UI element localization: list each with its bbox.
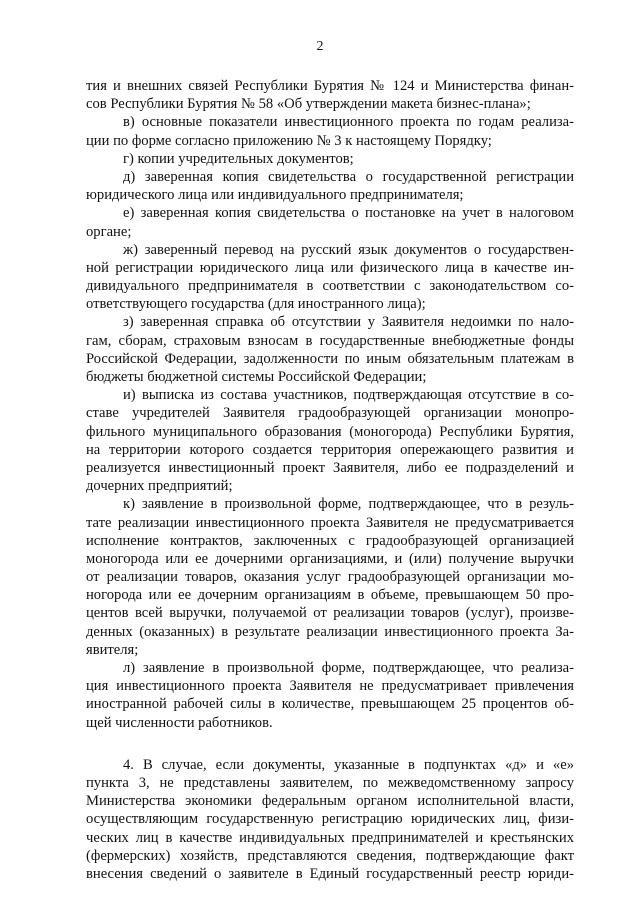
paragraph-gap <box>86 732 574 756</box>
text-line: центов всей выручки, получаемой от реализации товаров (услуг), произве- <box>86 605 574 622</box>
text-line: внесения сведений о заявителе в Единый государственный реестр юриди- <box>86 865 574 882</box>
text-line: дивидуального предпринимателя в соответствии с законодательством со- <box>86 278 574 295</box>
text-line: ответствующего государства (для иностранного лица); <box>86 296 426 313</box>
text-line: бюджеты бюджетной системы Российской Федерации; <box>86 369 427 385</box>
text-line: тате реализации инвестиционного проекта Заявителя не предусматривается <box>86 514 574 531</box>
text-line: тия и внешних связей Республики Бурятия № 124 и Министерства финан- <box>86 78 574 94</box>
text-line: е) заверенная копия свидетельства о постановке на учет в налоговом <box>123 205 574 222</box>
text-line: ногорода или ее дочерним организациям в объеме, превышающем 50 про- <box>86 587 574 604</box>
text-line: исполнение контрактов, заключенных с градообразующей организацией <box>86 532 574 549</box>
text-line: пункта 3, не представлены заявителем, по межведомственному запросу <box>86 774 574 791</box>
text-line: денных (оказанных) в результате реализации инвестиционного проекта За- <box>86 623 574 640</box>
text-line: иностранной рабочей силы в количестве, превышающем 25 процентов об- <box>86 696 574 713</box>
paragraph-item-e <box>86 204 574 240</box>
document-body <box>86 77 574 883</box>
text-line: на территории которого создается территория опережающего развития и <box>86 441 574 458</box>
text-line: сов Республики Бурятия № 58 «Об утверждении макета бизнес-плана»; <box>86 96 531 113</box>
text-line: г) копии учредительных документов; <box>123 150 354 167</box>
paragraph-clause-4 <box>86 756 574 883</box>
text-line: от реализации товаров, оказания услуг градообразующей организации мо- <box>86 569 574 586</box>
text-line: в) основные показатели инвестиционного проекта по годам реализа- <box>123 114 574 131</box>
text-line: л) заявление в произвольной форме, подтверждающее, что реализа- <box>123 660 574 676</box>
page-number: 2 <box>316 39 324 54</box>
text-line: Российской Федерации, задолженности по иным обязательным платежам в <box>86 350 574 367</box>
text-line: фильного муниципального образования (моногорода) Республики Бурятия, <box>86 423 574 440</box>
text-line: Министерства экономики федеральным органом исполнительной власти, <box>86 793 574 810</box>
paragraph-item-z <box>86 313 574 386</box>
text-line: ной регистрации юридического лица или физического лица в качестве ин- <box>86 259 574 276</box>
paragraph-intro-cont <box>86 77 574 113</box>
text-line: дочерних предприятий; <box>86 478 233 495</box>
text-line: осуществляющим государственную регистрацию юридических лиц, физи- <box>86 811 574 828</box>
paragraph-item-zh <box>86 241 574 314</box>
text-line: ческих лиц в качестве индивидуальных предпринимателей и крестьянских <box>86 829 574 846</box>
text-line: и) выписка из состава участников, подтверждающая отсутствие в со- <box>123 387 574 404</box>
paragraph-item-d <box>86 168 574 204</box>
text-line: ставе учредителей Заявителя градообразующей организации монопро- <box>86 405 574 422</box>
text-line: ж) заверенный перевод на русский язык документов о государствен- <box>123 241 574 258</box>
text-line: юридического лица или индивидуального предпринимателя; <box>86 187 464 204</box>
text-line: д) заверенная копия свидетельства о государственной регистрации <box>123 168 574 185</box>
paragraph-item-i <box>86 386 574 495</box>
text-line: моногорода или ее дочерними организациями, и (или) получение выручки <box>86 550 574 567</box>
text-line: (фермерских) хозяйств, представляются сведения, подтверждающие факт <box>86 847 574 864</box>
text-line: явителя; <box>86 641 139 658</box>
text-line: з) заверенная справка об отсутствии у Заявителя недоимки по нало- <box>123 314 574 331</box>
text-line: ции по форме согласно приложению № 3 к настоящему Порядку; <box>86 132 492 149</box>
text-line: к) заявление в произвольной форме, подтверждающее, что в резуль- <box>123 496 574 513</box>
text-line: щей численности работников. <box>86 714 273 731</box>
text-line: органе; <box>86 223 132 240</box>
paragraph-item-v <box>86 113 574 149</box>
paragraph-item-l <box>86 659 574 732</box>
text-line: 4. В случае, если документы, указанные в подпунктах «д» и «е» <box>123 756 574 773</box>
paragraph-item-g <box>86 150 574 168</box>
paragraph-item-k <box>86 495 574 659</box>
text-line: реализуется инвестиционный проект Заявителя, либо ее подразделений и <box>86 459 574 476</box>
text-line: ция инвестиционного проекта Заявителя не предусматривает привлечения <box>86 678 574 695</box>
text-line: гам, сборам, страховым взносам в государственные внебюджетные фонды <box>86 332 574 349</box>
